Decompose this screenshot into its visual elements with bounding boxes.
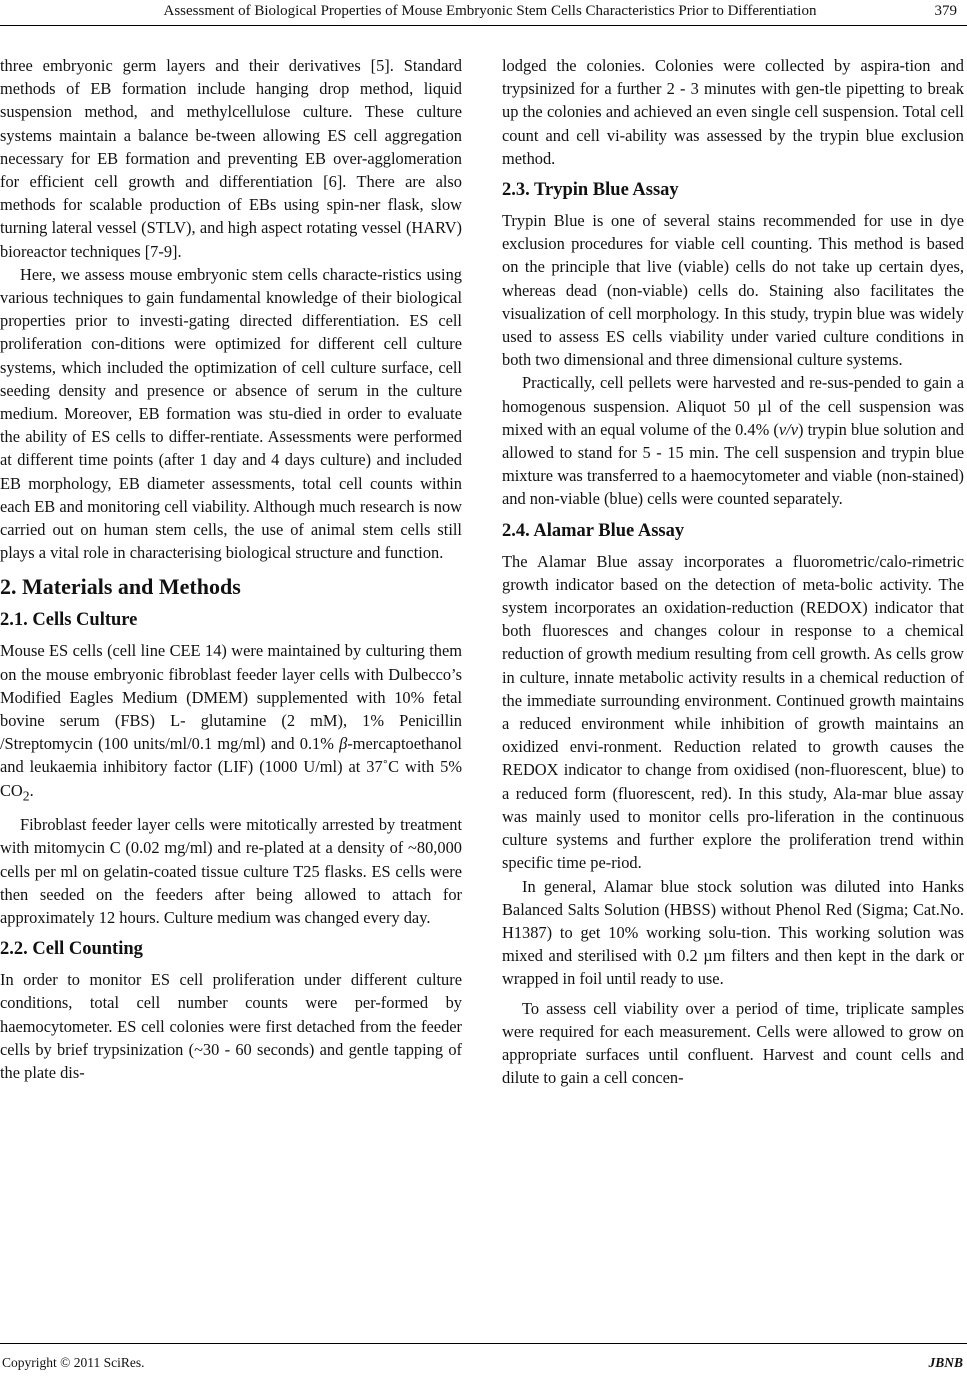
running-header bbox=[0, 0, 967, 26]
paragraph-cell-viability: To assess cell viability over a period of time, triplicate samples were required for each measurement. Cells were allowed to grow on appropriate surfaces until confluent. Harvest and count cells and dilute to gain a cell concen- bbox=[502, 998, 964, 1088]
paragraph-alamar-dilution: In general, Alamar blue stock solution was diluted into Hanks Balanced Salts Solution (HBSS) without Phenol Red (Sigma; Cat.No. H1387) to get 10% working solu-tion. This working solution was mixed and sterilised with 0.2 µm filters and then kept in the dark or wrapped in foil until ready to use. bbox=[502, 876, 964, 989]
paragraph-trypin-procedure: Practically, cell pellets were harvested and re-sus-pended to gain a homogenous suspension. Aliquot 50 µl of the cell suspension was mixed with an equal volume of the 0.4% (v/v) trypin blue solution and allowed to stand for 5 - 15 min. The cell suspension and trypin blue mixture was transferred to a haemocytometer and viable (non-stained) and non-viable (blue) cells were counted separately. bbox=[502, 373, 964, 509]
paragraph-trypin-blue: Trypin Blue is one of several stains recommended for use in dye exclusion procedures for viable cell counting. This method is based on the principle that live (viable) cells do not take up certain dyes, whereas dead (non-viable) cells do. Staining also facilitates the visualization of cell morphology. In this study, trypin blue was widely used to assess ES cells viability under varied culture conditions in both two dimensional and three dimensional culture systems. bbox=[502, 211, 964, 370]
page-footer bbox=[0, 1343, 967, 1383]
header-rule bbox=[0, 25, 967, 26]
subsection-heading-cell-counting: 2.2. Cell Counting bbox=[0, 939, 143, 960]
subsection-heading-trypin-blue: 2.3. Trypin Blue Assay bbox=[502, 180, 679, 201]
journal-abbreviation: JBNB bbox=[928, 1355, 963, 1370]
paragraph-feeder-layer: Fibroblast feeder layer cells were mitotically arrested by treatment with mitomycin C (0.02 mg/ml) and re-plated at a density of ~80,000 cells per ml on gelatin-coated tissue culture T25 flasks. ES cells were then seeded on the feeders after being allowed to attach for approximately 12 hours. Culture medium was changed every day. bbox=[0, 815, 462, 927]
paragraph-alamar-blue: The Alamar Blue assay incorporates a fluorometric/calo-rimetric growth indicator based on the detection of meta-bolic activity. The system incorporates an oxidation-reduction (REDOX) indicator that both fluoresces and changes colour in response to a chemical reduction of growth medium resulting from cell growth. As cells grow in culture, innate metabolic activity results in a chemical reduction of the immediate surrounding environment. Continued growth maintains a reduced environment while inhibition of growth maintains an oxidized envi-ronment. Reduction related to growth causes the REDOX indicator to change from oxidised (non-fluorescent, blue) to a reduced form (fluorescent, red). In this study, Ala-mar blue assay was mainly used to monitor cells pro-liferation in the continuous culture systems and further explore the proliferation trend within specific time pe-riod. bbox=[502, 551, 964, 873]
copyright-notice: Copyright © 2011 SciRes. bbox=[2, 1355, 145, 1370]
beta-symbol: β bbox=[339, 734, 348, 754]
vv-italic: v/v bbox=[778, 419, 798, 439]
paragraph-study-aims: Here, we assess mouse embryonic stem cells characte-ristics using various techniques to gain fundamental knowledge of their biological properties prior to investi-gating directed differentiation. ES cell proliferation con-ditions were optimized for different cell culture systems, which included the optimization of cell culture surface, cell seeding density and presence or absence of serum in the culture medium. Moreover, EB formation was stu-died in order to evaluate the ability of ES cells to differ-rentiate. Assessments were performed at different time points (after 1 day and 4 days culture) and included EB morphology, EB diameter assessments, total cell counts within each EB and monitoring cell viability. Although much research is now carried out on human stem cells, the use of animal stem cells still plays a vital role in characterising biological structure and function. bbox=[0, 264, 462, 563]
paragraph-cell-counting: In order to monitor ES cell proliferation under different culture conditions, total cell number counts were per-formed by haemocytometer. ES cell colonies were first detached from the feeder cells by brief trypsinization (~30 - 60 seconds) and gentle tapping of the plate dis- bbox=[0, 970, 462, 1082]
paragraph-cell-counting-continued: lodged the colonies. Colonies were collected by aspira-tion and trypsinized for a further 2 - 3 minutes with gen-tle pipetting to break up the colonies and achieved an even single cell suspension. Total cell count and cell vi-ability was assessed by the trypin blue exclusion method. bbox=[502, 56, 964, 168]
paragraph-intro-continued: three embryonic germ layers and their derivatives [5]. Standard methods of EB formation include hanging drop method, liquid suspension method, and methylcellulose culture. These culture systems maintain a balance be-tween allowing ES cell aggregation necessary for EB formation and preventing EB over-agglomeration for efficient cell growth and differentiation [6]. There are also methods for scalable production of EBs using spin-ner flask, slow turning lateral vessel (STLV), and high aspect rotating vessel (HARV) bioreactor techniques [7-9]. bbox=[0, 56, 462, 261]
paragraph-cells-culture: Mouse ES cells (cell line CEE 14) were maintained by culturing them on the mouse embryonic fibroblast feeder layer cells with Dulbecco’s Modified Eagles Medium (DMEM) supplemented with 10% fetal bovine serum (FBS) L- glutamine (2 mM), 1% Penicillin /Streptomycin (100 units/ml/0.1 mg/ml) and 0.1% β-mercaptoethanol and leukaemia inhibitory factor (LIF) (1000 U/ml) at 37˚C with 5% $CO_2$. bbox=[0, 641, 462, 803]
subsection-heading-cells-culture: 2.1. Cells Culture bbox=[0, 610, 138, 631]
footer-rule bbox=[0, 1343, 967, 1344]
left-column bbox=[0, 54, 462, 1084]
page-number: 379 bbox=[934, 3, 957, 19]
co2-subscript: 2 bbox=[22, 787, 30, 803]
right-column bbox=[502, 54, 964, 1089]
subsection-heading-alamar-blue: 2.4. Alamar Blue Assay bbox=[502, 520, 685, 541]
section-heading-materials-methods: 2. Materials and Methods bbox=[0, 574, 241, 600]
running-title: Assessment of Biological Properties of Mouse Embryonic Stem Cells Characteristics Prior to Differentiation bbox=[163, 3, 817, 19]
